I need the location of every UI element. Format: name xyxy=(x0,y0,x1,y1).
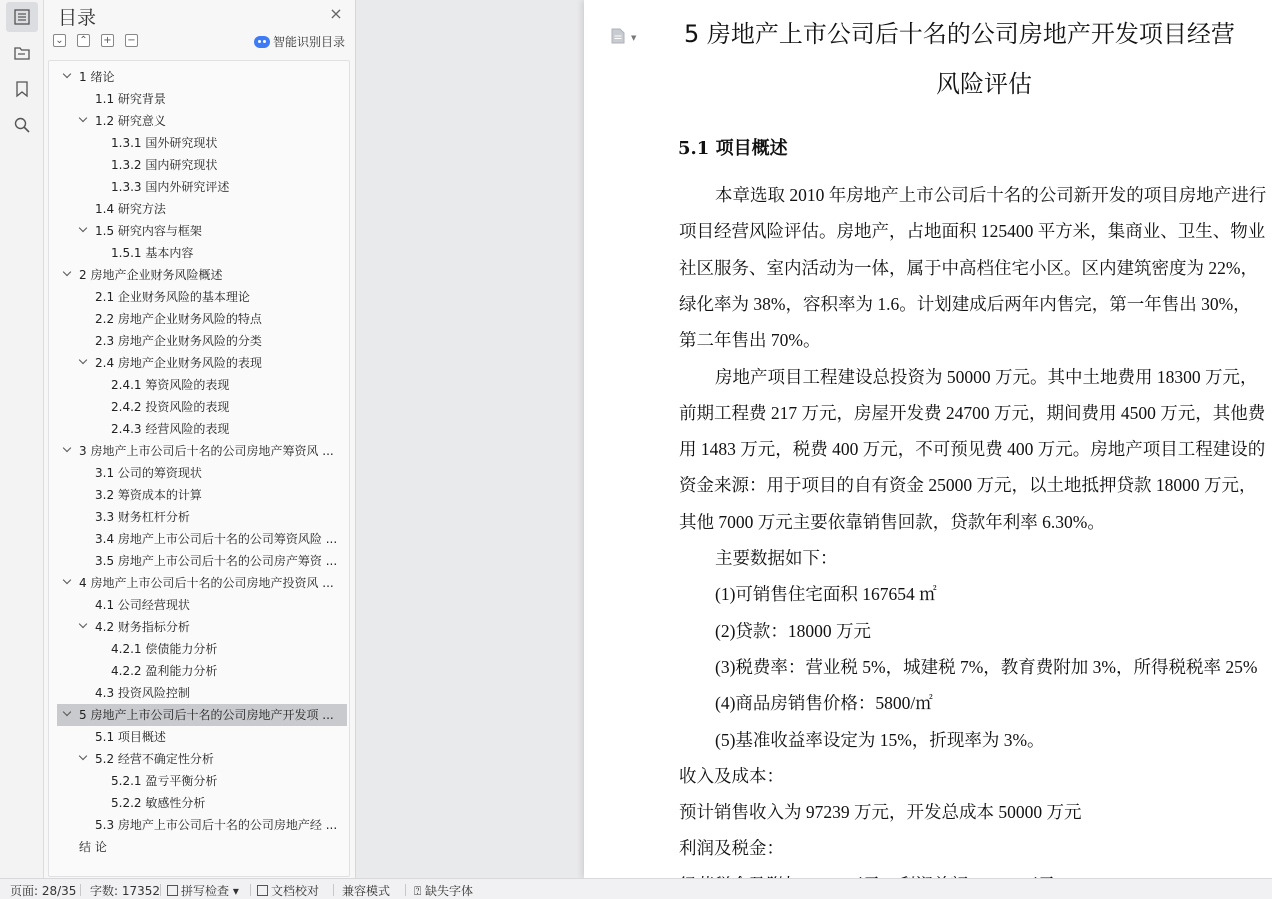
toc-item-label: 2.4.2 投资风险的表现 xyxy=(111,400,230,414)
doc-paragraph-line: 主要数据如下： xyxy=(715,548,838,568)
left-icon-rail xyxy=(0,0,44,878)
toc-item-label: 2.2 房地产企业财务风险的特点 xyxy=(95,312,262,326)
toc-item[interactable] xyxy=(57,242,347,264)
toc-item-label: 1.5 研究内容与框架 xyxy=(95,224,202,238)
toc-item[interactable] xyxy=(57,726,347,748)
chevron-down-icon[interactable] xyxy=(63,73,71,81)
toc-item[interactable] xyxy=(57,528,347,550)
toc-item[interactable] xyxy=(57,638,347,660)
toc-item[interactable] xyxy=(57,682,347,704)
toc-item-label: 1.5.1 基本内容 xyxy=(111,246,194,260)
toc-item[interactable] xyxy=(57,704,347,726)
doc-paragraph-line: 绿化率为 38%，容积率为 1.6。计划建成后两年内售完，第一年售出 30%， xyxy=(679,293,1251,314)
toc-item-label: 5.2 经营不确定性分析 xyxy=(95,752,214,766)
doc-paragraph-line: (4)商品房销售价格：5800/㎡ xyxy=(715,693,933,714)
checkbox-icon xyxy=(167,885,178,896)
add-level-button[interactable]: + xyxy=(101,34,114,47)
compat-mode-label[interactable]: 兼容模式 xyxy=(342,884,391,898)
chevron-down-icon[interactable] xyxy=(79,227,87,235)
toc-item-label: 5.2.2 敏感性分析 xyxy=(111,796,206,810)
chevron-down-icon[interactable]: ▼ xyxy=(631,34,637,42)
toc-item-label: 4 房地产上市公司后十名的公司房地产投资风 ... xyxy=(79,576,334,590)
toc-item[interactable] xyxy=(57,374,347,396)
collapse-all-button[interactable]: ⌃ xyxy=(77,34,90,47)
toc-title: 目录 xyxy=(58,7,97,29)
toc-item[interactable] xyxy=(57,462,347,484)
doc-paragraph-line: 资金来源：用于项目的自有资金 25000 万元，以土地抵押贷款 18000 万元， xyxy=(679,475,1257,496)
toc-item[interactable] xyxy=(57,396,347,418)
toc-item-label: 2 房地产企业财务风险概述 xyxy=(79,268,223,282)
doc-paragraph-line: 房地产项目工程建设总投资为 50000 万元。其中土地费用 18300 万元， xyxy=(715,366,1258,387)
search-icon[interactable] xyxy=(6,110,38,140)
doc-paragraph-line: (3)税费率：营业税 5%，城建税 7%，教育费附加 3%，所得税税率 25% xyxy=(715,656,1258,677)
toc-item[interactable] xyxy=(57,594,347,616)
page-count: 页面: 28/35 xyxy=(10,884,77,898)
toc-item[interactable] xyxy=(57,550,347,572)
toc-item[interactable] xyxy=(57,352,347,374)
doc-paragraph-line: 利润及税金： xyxy=(679,838,784,859)
proofread-button[interactable]: 文档校对 xyxy=(257,882,319,899)
ai-icon xyxy=(254,36,270,48)
chevron-down-icon[interactable] xyxy=(63,447,71,455)
toc-list xyxy=(48,60,350,877)
missing-font-button[interactable]: ⍰ 缺失字体 xyxy=(414,884,474,898)
close-icon[interactable]: × xyxy=(329,4,343,23)
toc-item[interactable] xyxy=(57,748,347,770)
proofread-icon xyxy=(257,885,268,896)
toc-item-label: 2.4.3 经营风险的表现 xyxy=(111,422,230,436)
toc-item[interactable] xyxy=(57,572,347,594)
toc-item[interactable] xyxy=(57,836,347,858)
toc-item[interactable] xyxy=(57,308,347,330)
toc-item-label: 1 绪论 xyxy=(79,70,115,84)
chevron-down-icon[interactable] xyxy=(63,711,71,719)
toc-item-label: 3.2 筹资成本的计算 xyxy=(95,488,202,502)
toc-item-label: 5 房地产上市公司后十名的公司房地产开发项 ... xyxy=(79,708,334,722)
toc-item-label: 2.1 企业财务风险的基本理论 xyxy=(95,290,250,304)
toc-item-label: 1.3.3 国内外研究评述 xyxy=(111,180,230,194)
toc-item[interactable] xyxy=(57,286,347,308)
doc-paragraph-line: 用 1483 万元，税费 400 万元，不可预见费 400 万元。房地产项目工程建设的 xyxy=(679,439,1266,460)
doc-paragraph-line: 项目经营风险评估。房地产，占地面积 125400 平方米，集商业、卫生、物业 xyxy=(679,221,1266,242)
toc-item[interactable] xyxy=(57,132,347,154)
toc-item[interactable] xyxy=(57,330,347,352)
toc-item-label: 5.1 项目概述 xyxy=(95,730,166,744)
remove-level-button[interactable]: − xyxy=(125,34,138,47)
toc-item[interactable] xyxy=(57,88,347,110)
document-background xyxy=(357,0,583,878)
toc-item[interactable] xyxy=(57,506,347,528)
toc-item-label: 1.3.1 国外研究现状 xyxy=(111,136,218,150)
toc-item-label: 4.2.2 盈利能力分析 xyxy=(111,664,218,678)
bookmark-icon[interactable] xyxy=(6,74,38,104)
toc-item[interactable] xyxy=(57,660,347,682)
toc-item-label: 4.3 投资风险控制 xyxy=(95,686,190,700)
toc-item[interactable] xyxy=(57,418,347,440)
expand-all-button[interactable]: ⌄ xyxy=(53,34,66,47)
doc-paragraph-line: 社区服务、室内活动为一体，属于中高档住宅小区。区内建筑密度为 22%， xyxy=(679,257,1258,278)
smart-toc-button[interactable] xyxy=(254,33,345,50)
toc-item-label: 2.3 房地产企业财务风险的分类 xyxy=(95,334,262,348)
toc-item[interactable] xyxy=(57,440,347,462)
toc-item[interactable] xyxy=(57,198,347,220)
toc-item-label: 1.4 研究方法 xyxy=(95,202,166,216)
chevron-down-icon[interactable] xyxy=(79,623,87,631)
toc-item[interactable] xyxy=(57,220,347,242)
toc-item-label: 5.2.1 盈亏平衡分析 xyxy=(111,774,218,788)
document-page xyxy=(584,0,1272,878)
toc-item[interactable] xyxy=(57,770,347,792)
toc-item[interactable] xyxy=(57,154,347,176)
toc-item-label: 结 论 xyxy=(79,840,107,854)
toc-item-label: 4.1 公司经营现状 xyxy=(95,598,190,612)
toc-panel xyxy=(44,0,356,878)
doc-heading-line2: 风险评估 xyxy=(936,70,1032,98)
toc-item[interactable] xyxy=(57,176,347,198)
section-heading: 5.1 项目概述 xyxy=(678,138,788,159)
toc-item-label: 1.2 研究意义 xyxy=(95,114,166,128)
spell-check-button[interactable]: 拼写检查 ▾ xyxy=(167,882,239,899)
toc-item-label: 4.2.1 偿债能力分析 xyxy=(111,642,218,656)
toc-icon[interactable] xyxy=(6,2,38,32)
toc-item[interactable] xyxy=(57,110,347,132)
doc-paragraph-line: 前期工程费 217 万元，房屋开发费 24700 万元，期间费用 4500 万元，其他费 xyxy=(679,402,1266,423)
toc-item[interactable] xyxy=(57,264,347,286)
toc-item-label: 1.1 研究背景 xyxy=(95,92,166,106)
toc-item-label: 4.2 财务指标分析 xyxy=(95,620,190,634)
toc-item-label: 3.1 公司的筹资现状 xyxy=(95,466,202,480)
doc-paragraph-line: 本章选取 2010 年房地产上市公司后十名的公司新开发的项目房地产进行 xyxy=(715,185,1267,205)
doc-heading-line1: 5 房地产上市公司后十名的公司房地产开发项目经营 xyxy=(684,20,1235,48)
toc-item-label: 3.3 财务杠杆分析 xyxy=(95,510,190,524)
chevron-down-icon[interactable] xyxy=(63,579,71,587)
toc-item-label: 3.4 房地产上市公司后十名的公司筹资风险 ... xyxy=(95,532,338,546)
toc-item[interactable] xyxy=(57,792,347,814)
doc-paragraph-line: 收入及成本： xyxy=(679,765,784,786)
doc-paragraph-line: 其他 7000 万元主要依靠销售回款，贷款年利率 6.30%。 xyxy=(679,511,1105,532)
toc-item-label: 1.3.2 国内研究现状 xyxy=(111,158,218,172)
doc-paragraph-line: (2)贷款：18000 万元 xyxy=(715,620,872,641)
toc-item[interactable] xyxy=(57,484,347,506)
toc-item[interactable] xyxy=(57,66,347,88)
doc-paragraph-line: (1)可销售住宅面积 167654 ㎡ xyxy=(715,584,937,605)
status-bar xyxy=(0,878,1272,899)
doc-paragraph-line: 第二年售出 70%。 xyxy=(679,330,821,351)
chevron-down-icon[interactable] xyxy=(63,271,71,279)
chevron-down-icon[interactable] xyxy=(79,755,87,763)
toc-item-label: 3 房地产上市公司后十名的公司房地产筹资风 ... xyxy=(79,444,334,458)
toc-item-label: 2.4.1 筹资风险的表现 xyxy=(111,378,230,392)
smart-toc-label: 智能识别目录 xyxy=(273,35,346,49)
toc-item-label: 3.5 房地产上市公司后十名的公司房产筹资 ... xyxy=(95,554,338,568)
nav-panel-icon[interactable] xyxy=(6,38,38,68)
toc-item-label: 2.4 房地产企业财务风险的表现 xyxy=(95,356,262,370)
chevron-down-icon[interactable] xyxy=(79,359,87,367)
doc-paragraph-line: (5)基准收益率设定为 15%，折现率为 3%。 xyxy=(715,729,1045,750)
word-count: 字数: 17352 xyxy=(90,884,161,898)
toc-item[interactable] xyxy=(57,814,347,836)
doc-paragraph-line: 预计销售收入为 97239 万元，开发总成本 50000 万元 xyxy=(679,802,1082,823)
toc-item-label: 5.3 房地产上市公司后十名的公司房地产经 ... xyxy=(95,818,338,832)
toc-item[interactable] xyxy=(57,616,347,638)
page-view-icon[interactable] xyxy=(611,28,625,44)
chevron-down-icon[interactable] xyxy=(79,117,87,125)
